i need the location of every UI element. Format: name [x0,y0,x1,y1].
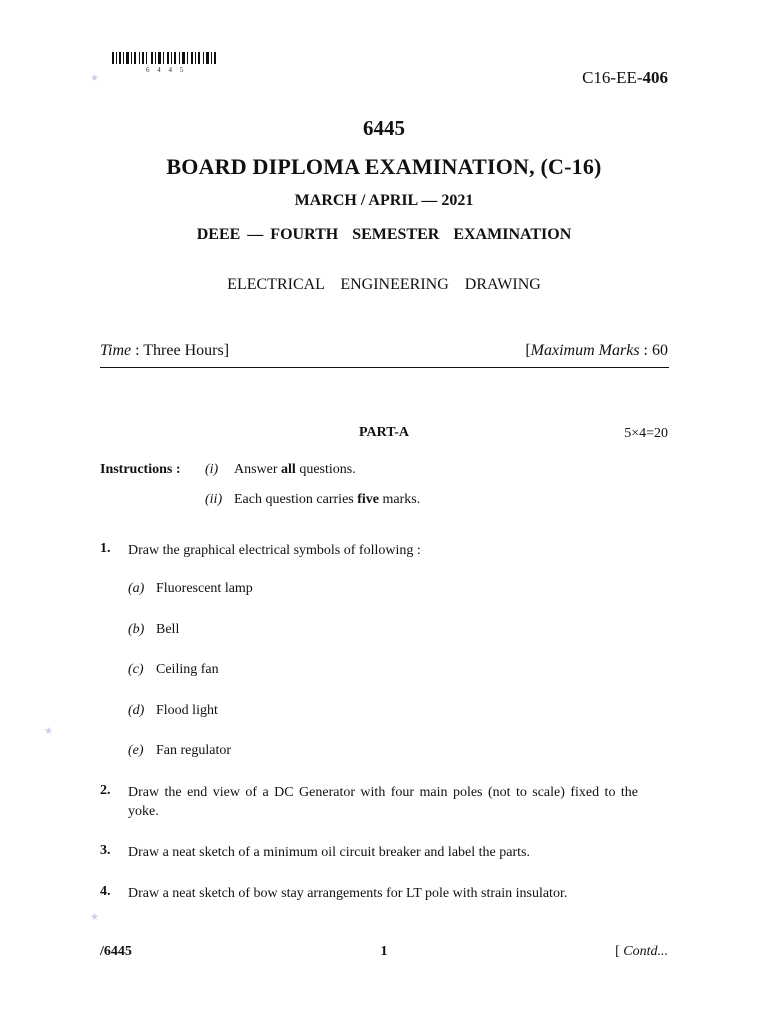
subject-code [582,68,668,88]
sub-question-text: Fluorescent lamp [156,581,253,596]
sub-question-text: Flood light [156,703,218,718]
sub-question-text: Bell [156,622,180,637]
subject-code-suffix: 406 [642,68,668,87]
sub-question [128,703,218,719]
star-icon: ★ [44,726,53,737]
footer-continued-text: Contd... [623,944,668,959]
question-text: Draw the graphical electrical symbols of following : [128,543,421,558]
header-divider [100,367,669,368]
instruction-number: (ii) [205,492,223,507]
instruction-emphasis: five [357,492,379,507]
sub-question-label: (c) [128,662,144,677]
footer-paper-code: /6445 [100,944,132,959]
question-number: 4. [100,884,111,899]
sub-question-text: Ceiling fan [156,662,219,677]
instruction-emphasis: all [281,462,296,477]
marks-value: : 60 [639,342,668,359]
paper-number: 6445 [363,116,405,140]
exam-session: MARCH / APRIL — 2021 [294,192,474,209]
marks-bracket: [ [525,342,531,359]
question-text: Draw a neat sketch of a minimum oil circuit breaker and label the parts. [128,845,530,860]
instruction-number: (i) [205,462,219,477]
subject-code-prefix: C16-EE- [582,68,643,87]
instruction-text: marks. [379,492,421,507]
sub-question [128,622,179,638]
sub-question-label: (d) [128,703,145,718]
time-value: : Three Hours] [131,342,230,359]
barcode-number: 6 4 4 5 [146,66,187,74]
sub-question-label: (e) [128,743,144,758]
instruction-text: Each question carries [234,492,358,507]
instruction-item [205,492,420,508]
sub-question [128,662,219,678]
sub-question [128,743,231,759]
exam-name: DEEE — FOURTH SEMESTER EXAMINATION [196,226,572,243]
sub-question-label: (b) [128,622,145,637]
part-title: PART-A [358,425,410,440]
question-number: 2. [100,783,111,798]
instructions-label: Instructions : [100,462,181,477]
question-text: Draw the end view of a DC Generator with four main poles (not to scale) fixed to the yoke. [128,785,638,819]
question-number: 1. [100,541,111,556]
star-icon: ★ [90,912,99,923]
exam-board-title: BOARD DIPLOMA EXAMINATION, (C-16) [166,154,602,179]
sub-question-label: (a) [128,581,145,596]
sub-question-text: Fan regulator [156,743,232,758]
time-label: Time [100,342,132,359]
instruction-text: Answer [234,462,282,477]
sub-question [128,581,253,597]
maximum-marks [525,342,668,360]
star-icon: ★ [90,73,99,84]
subject-title: ELECTRICAL ENGINEERING DRAWING [227,276,541,293]
question-text: Draw a neat sketch of bow stay arrangements for LT pole with strain insulator. [128,886,568,901]
time-allowed [100,342,229,360]
footer-bracket: [ [615,944,624,959]
part-marks: 5×4=20 [624,426,668,441]
instruction-text: questions. [295,462,356,477]
marks-label: Maximum Marks [530,342,640,359]
instruction-item [205,462,356,478]
question-number: 3. [100,843,111,858]
footer-continued [615,944,668,960]
page-number: 1 [380,944,388,959]
